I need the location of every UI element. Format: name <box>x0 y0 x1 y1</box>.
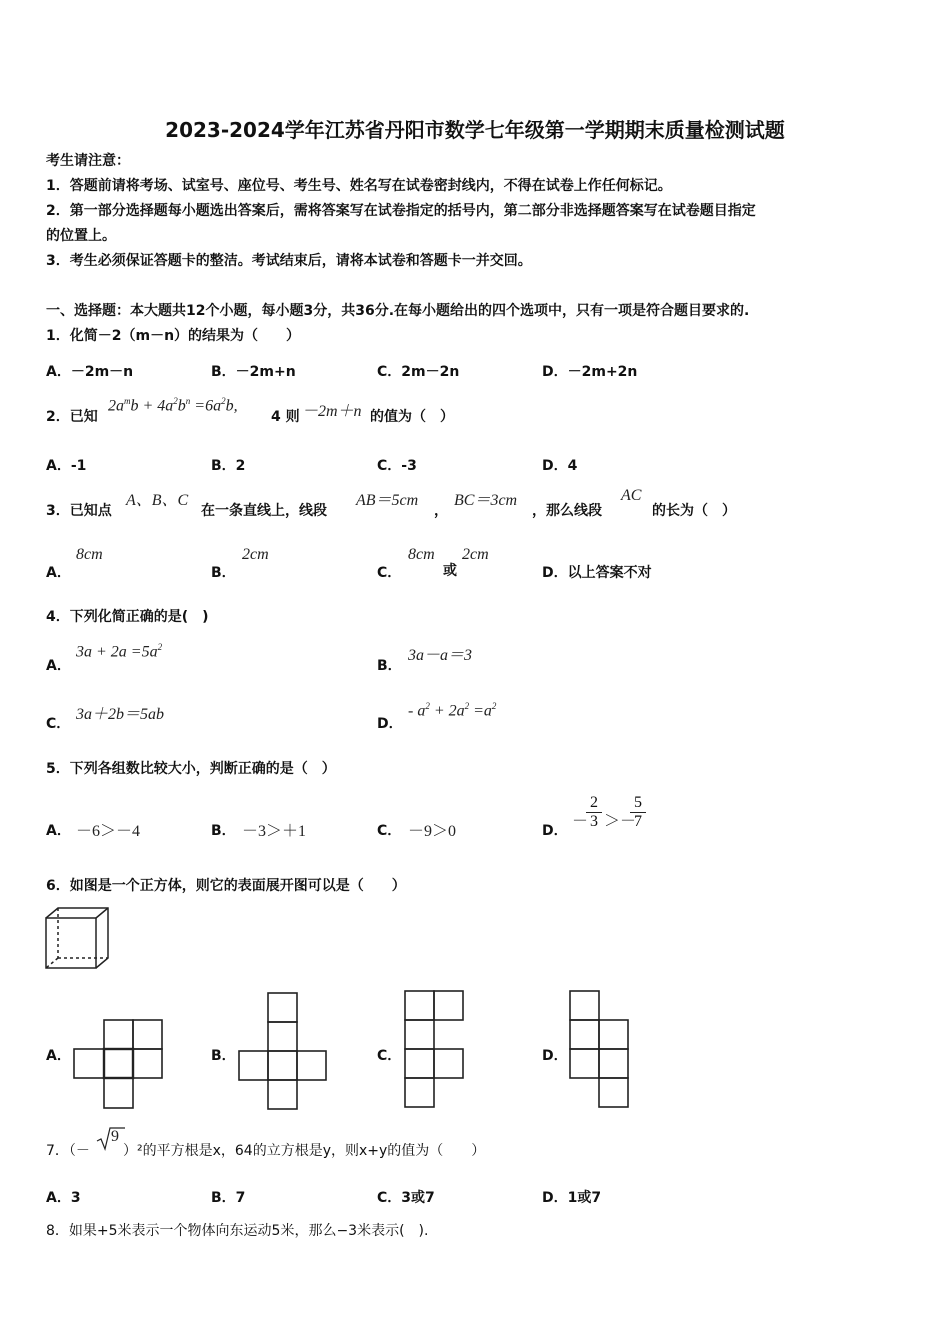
q3-option-c[interactable]: C． <box>377 565 402 581</box>
q5-fraction-1-denominator: 3 <box>586 812 602 831</box>
q1-option-b[interactable]: B．－2m+n <box>211 364 296 380</box>
q5-stem: 5．下列各组数比较大小，判断正确的是（ ） <box>46 761 336 777</box>
q4-stem: 4．下列化简正确的是( ) <box>46 609 209 625</box>
q4-option-a-value: $3a + 2a =5a^2$ <box>76 642 163 661</box>
q2-prefix: 2．已知 <box>46 409 98 425</box>
q2-option-b[interactable]: B．2 <box>211 458 246 474</box>
q5-option-a[interactable]: A． <box>46 823 71 839</box>
q5-fraction-2-denominator: 7 <box>630 812 646 831</box>
q2-option-c[interactable]: C．-3 <box>377 458 417 474</box>
q2-equation: $2a^mb + 4a^2b^n =6a^2b$, <box>108 396 238 415</box>
q7-option-c[interactable]: C．3或7 <box>377 1190 435 1206</box>
q5-option-b-value: －3＞＋1 <box>242 823 307 840</box>
q4-option-a[interactable]: A． <box>46 658 71 674</box>
q5-option-c-value: －9＞0 <box>408 823 457 840</box>
q3-ab: AB＝5cm <box>356 492 419 509</box>
section-1-heading: 一、选择题：本大题共12个小题，每小题3分，共36分.在每小题给出的四个选项中，只有一项是符合题目要求的. <box>46 303 750 319</box>
q5-fraction-2-numerator: 5 <box>634 794 642 811</box>
q2-expression: －2m＋n <box>302 403 362 420</box>
q1-option-d[interactable]: D．－2m+2n <box>542 364 638 380</box>
q4-option-b-value: 3a－a＝3 <box>408 647 473 664</box>
q3-option-c-value-2: 2cm <box>462 546 489 563</box>
q4-option-b[interactable]: B． <box>377 658 402 674</box>
q5-option-a-value: －6＞－4 <box>76 823 141 840</box>
q3-points: A、B、C <box>126 492 189 509</box>
q3-bc: BC＝3cm <box>454 492 518 509</box>
q7-suffix: ）²的平方根是x，64的立方根是y，则x+y的值为（ ） <box>123 1143 486 1159</box>
q4-option-d[interactable]: D． <box>377 716 403 732</box>
q2-option-d[interactable]: D．4 <box>542 458 578 474</box>
notice-item-3: 3．考生必须保证答题卡的整洁。考试结束后，请将本试卷和答题卡一并交回。 <box>46 253 532 269</box>
q4-option-c[interactable]: C． <box>46 716 71 732</box>
q5-option-d-gt: ＞－ <box>604 813 637 830</box>
q7-prefix: 7．（－ <box>46 1143 90 1159</box>
q5-option-c[interactable]: C． <box>377 823 402 839</box>
q6-net-d <box>570 991 632 1111</box>
q6-net-b <box>239 993 329 1111</box>
q3-option-d[interactable]: D．以上答案不对 <box>542 565 652 581</box>
page-title: 2023-2024学年江苏省丹阳市数学七年级第一学期期末质量检测试题 <box>165 118 785 142</box>
q6-option-d[interactable]: D． <box>542 1048 568 1064</box>
q3-mid: 在一条直线上，线段 <box>201 503 327 519</box>
q3-prefix: 3．已知点 <box>46 503 112 519</box>
q1-stem: 1．化简－2（m－n）的结果为（ ） <box>46 328 301 344</box>
q3-suffix: 的长为（ ） <box>652 503 736 519</box>
q8-stem: 8．如果+5米表示一个物体向东运动5米，那么−3米表示( ). <box>46 1223 429 1239</box>
q6-net-a <box>74 1020 164 1110</box>
q3-option-a-value: 8cm <box>76 546 103 563</box>
q6-stem: 6．如图是一个正方体，则它的表面展开图可以是（ ） <box>46 878 406 894</box>
q7-radicand: 9 <box>111 1128 119 1145</box>
q3-option-b[interactable]: B． <box>211 565 236 581</box>
q7-option-d[interactable]: D．1或7 <box>542 1190 602 1206</box>
q3-comma: ， <box>434 503 448 519</box>
q6-option-b[interactable]: B． <box>211 1048 236 1064</box>
q2-suffix: 的值为（ ） <box>370 409 454 425</box>
q3-option-c-value-1: 8cm <box>408 546 435 563</box>
cube-figure <box>44 906 112 972</box>
q6-net-c <box>405 991 467 1111</box>
q5-option-d[interactable]: D． <box>542 823 568 839</box>
notice-item-1: 1．答题前请将考场、试室号、座位号、考生号、姓名写在试卷密封线内，不得在试卷上作任何标记。 <box>46 178 672 194</box>
q1-option-c[interactable]: C．2m－2n <box>377 364 460 380</box>
q3-option-a[interactable]: A． <box>46 565 71 581</box>
q4-option-c-value: 3a＋2b＝5ab <box>76 706 165 723</box>
q3-ac: AC <box>621 487 642 504</box>
q2-option-a[interactable]: A．-1 <box>46 458 87 474</box>
q5-option-b[interactable]: B． <box>211 823 236 839</box>
q6-option-a[interactable]: A． <box>46 1048 71 1064</box>
q5-fraction-1-numerator: 2 <box>590 794 598 811</box>
q5-option-d-minus: － <box>572 813 589 830</box>
q2-mid: 4 则 <box>271 409 300 425</box>
q7-option-b[interactable]: B．7 <box>211 1190 246 1206</box>
notice-item-2a: 2．第一部分选择题每小题选出答案后，需将答案写在试卷指定的括号内，第二部分非选择题答案写在试卷题目指定 <box>46 203 756 219</box>
q6-option-c[interactable]: C． <box>377 1048 402 1064</box>
q5-fraction-1 <box>586 794 602 831</box>
notice-heading: 考生请注意： <box>46 153 130 169</box>
q5-fraction-2 <box>630 794 646 831</box>
q7-option-a[interactable]: A．3 <box>46 1190 81 1206</box>
q4-option-d-value: - $a^2 + 2a^2 =a^2$ <box>408 701 497 720</box>
q3-mid2: ，那么线段 <box>532 503 602 519</box>
q3-option-c-or: 或 <box>443 563 457 579</box>
q3-option-b-value: 2cm <box>242 546 269 563</box>
q1-option-a[interactable]: A．－2m－n <box>46 364 134 380</box>
notice-item-2b: 的位置上。 <box>46 228 116 244</box>
